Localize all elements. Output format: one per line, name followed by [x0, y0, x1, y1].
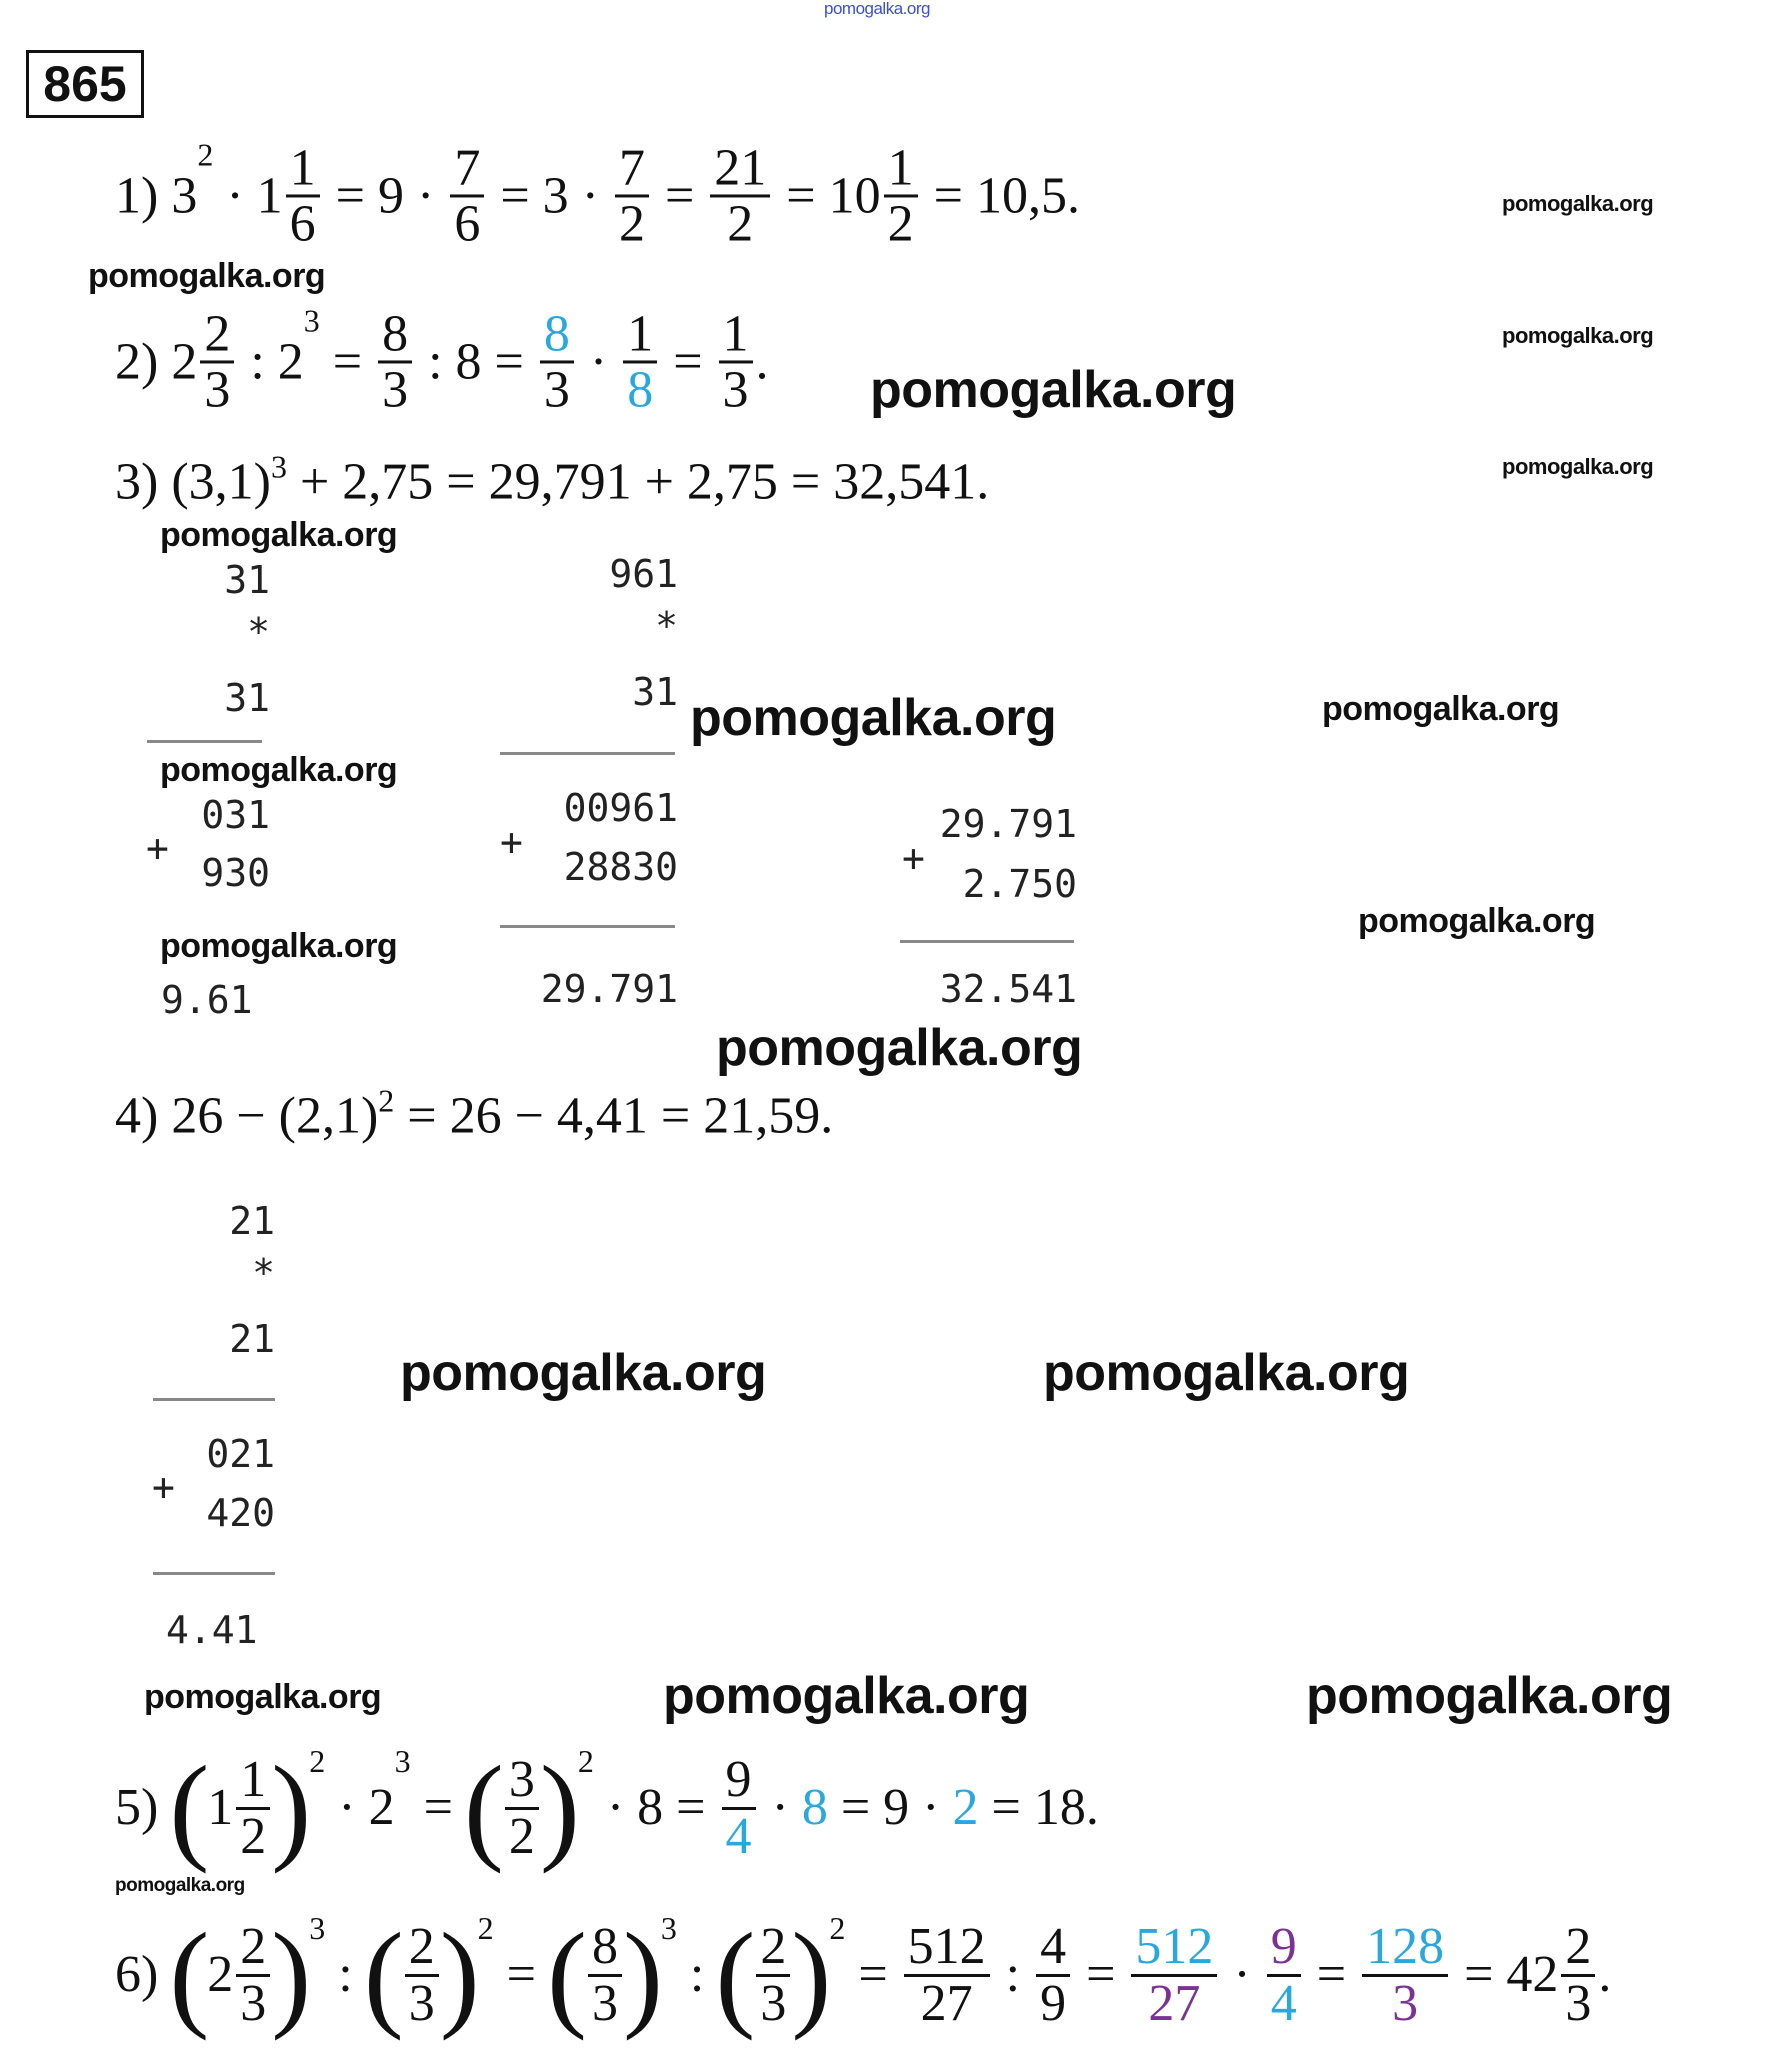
- denominator: 4: [725, 1807, 752, 1865]
- fraction: [623, 305, 657, 419]
- denominator: 27: [920, 1974, 973, 2032]
- fraction: [719, 305, 753, 419]
- denominator: 3: [722, 361, 749, 419]
- watermark: pomogalka.org: [400, 1344, 767, 1402]
- left-paren: (: [169, 1741, 210, 1874]
- numerator: 1: [722, 305, 749, 363]
- column-multiplier: 31: [224, 676, 270, 720]
- column-rule: [900, 940, 1074, 943]
- math-text: =: [845, 1946, 901, 2004]
- right-paren: ): [271, 1908, 312, 2041]
- math-text: · 1: [213, 167, 283, 225]
- numerator: 2: [760, 1918, 787, 1976]
- math-text: : 8 =: [415, 333, 537, 391]
- column-partial: 021: [206, 1432, 275, 1476]
- math-text: =: [410, 1779, 466, 1837]
- column-operator: *: [247, 610, 270, 654]
- math-text: 8: [801, 1779, 828, 1837]
- math-text: = 10,5.: [920, 167, 1080, 225]
- fraction: [286, 139, 320, 253]
- math-text: = 42: [1451, 1946, 1559, 2004]
- denominator: 3: [382, 361, 409, 419]
- parenthesized-group: [715, 1908, 846, 2041]
- fraction: [1561, 1918, 1595, 2032]
- watermark: pomogalka.org: [144, 1678, 382, 1716]
- column-operator: *: [252, 1251, 275, 1295]
- right-paren: ): [539, 1741, 580, 1874]
- numerator: 2: [1565, 1918, 1592, 1976]
- math-text: = 9 ·: [322, 167, 448, 225]
- math-text: ·: [758, 1779, 802, 1837]
- exponent: 2: [378, 1082, 395, 1119]
- fraction: [588, 1918, 622, 2032]
- fraction: [1131, 1918, 1217, 2032]
- column-rule: [153, 1398, 275, 1401]
- math-text: 1) 3: [115, 167, 198, 225]
- fraction: [710, 139, 770, 253]
- denominator: 2: [727, 195, 754, 253]
- math-text: · 8 =: [593, 1779, 719, 1837]
- math-text: 6): [115, 1946, 172, 2004]
- math-text: .: [1598, 1946, 1612, 2004]
- math-text: 1: [207, 1779, 234, 1837]
- watermark: pomogalka.org: [115, 1875, 245, 1896]
- denominator: 3: [204, 361, 231, 419]
- math-text: :: [992, 1946, 1034, 2004]
- math-text: = 3 ·: [487, 167, 612, 225]
- parenthesized-group: [169, 1741, 326, 1874]
- column-rule: [153, 1572, 275, 1575]
- problem-number: 865: [26, 50, 144, 118]
- column-addend: 29.791: [939, 802, 1077, 846]
- watermark: pomogalka.org: [1322, 690, 1560, 728]
- math-text: =: [319, 333, 376, 391]
- math-text: = 9 ·: [827, 1779, 953, 1837]
- math-text: =: [1303, 1946, 1360, 2004]
- watermark: pomogalka.org: [870, 361, 1237, 419]
- denominator: 3: [408, 1974, 435, 2032]
- denominator: 3: [240, 1974, 267, 2032]
- numerator: 1: [289, 139, 316, 197]
- math-text: 2: [952, 1779, 979, 1837]
- column-result: 29.791: [540, 967, 678, 1011]
- column-plus: +: [146, 826, 169, 870]
- column-plus: +: [902, 836, 925, 880]
- watermark: pomogalka.org: [1502, 454, 1654, 479]
- column-result: 9.61: [161, 978, 253, 1022]
- equation-line-1: [115, 136, 1080, 253]
- left-paren: (: [715, 1908, 756, 2041]
- numerator: 21: [714, 139, 767, 197]
- fraction: [236, 1918, 270, 2032]
- numerator: 8: [382, 305, 409, 363]
- numerator: 128: [1366, 1918, 1445, 1976]
- numerator: 2: [204, 305, 231, 363]
- watermark: pomogalka.org: [1502, 323, 1654, 348]
- denominator: 2: [618, 195, 645, 253]
- math-text: =: [651, 167, 708, 225]
- numerator: 1: [240, 1751, 267, 1809]
- exponent: 2: [577, 1743, 594, 1779]
- watermark: pomogalka.org: [716, 1019, 1083, 1077]
- math-text: = 18.: [978, 1779, 1099, 1837]
- right-paren: ): [791, 1908, 832, 2041]
- watermark: pomogalka.org: [690, 689, 1057, 747]
- math-text: 2: [207, 1946, 234, 2004]
- math-text: :: [676, 1946, 718, 2004]
- equation-line-3: [115, 448, 990, 511]
- left-paren: (: [363, 1908, 404, 2041]
- denominator: 3: [591, 1974, 618, 2032]
- watermark: pomogalka.org: [1306, 1667, 1673, 1725]
- exponent: 3: [660, 1910, 677, 1946]
- equation-line-4: [115, 1082, 834, 1145]
- math-text: = 10: [773, 167, 881, 225]
- fraction: [1036, 1918, 1070, 2032]
- denominator: 6: [454, 195, 481, 253]
- watermark: pomogalka.org: [160, 927, 398, 965]
- column-rule: [500, 752, 675, 755]
- watermark: pomogalka.org: [824, 0, 930, 18]
- numerator: 7: [454, 139, 481, 197]
- watermark: pomogalka.org: [663, 1667, 1030, 1725]
- denominator: 2: [508, 1807, 535, 1865]
- math-text: .: [755, 333, 769, 391]
- column-multiplicand: 31: [224, 558, 270, 602]
- column-result: 4.41: [166, 1608, 258, 1652]
- fraction: [1362, 1918, 1448, 2032]
- numerator: 8: [543, 305, 570, 363]
- fraction: [236, 1751, 270, 1865]
- numerator: 7: [618, 139, 645, 197]
- math-text: 5): [115, 1779, 172, 1837]
- parenthesized-group: [546, 1908, 677, 2041]
- math-text: ·: [1220, 1946, 1264, 2004]
- column-rule: [147, 740, 262, 743]
- column-multiplier: 21: [229, 1317, 275, 1361]
- denominator: 2: [240, 1807, 267, 1865]
- watermark: pomogalka.org: [1043, 1344, 1410, 1402]
- right-paren: ): [271, 1741, 312, 1874]
- math-text: 3) (3,1): [115, 453, 271, 511]
- column-multiplicand: 21: [229, 1199, 275, 1243]
- column-addend: 2.750: [962, 862, 1077, 906]
- exponent: 2: [477, 1910, 494, 1946]
- parenthesized-group: [363, 1908, 494, 2041]
- fraction: [505, 1751, 539, 1865]
- fraction: [1267, 1918, 1301, 2032]
- fraction: [405, 1918, 439, 2032]
- math-text: :: [325, 1946, 366, 2004]
- equation-line-2: [115, 302, 769, 419]
- math-text: =: [1073, 1946, 1129, 2004]
- fraction: [378, 305, 412, 419]
- fraction: [722, 1751, 756, 1865]
- column-multiplier: 31: [632, 670, 678, 714]
- column-partial: 420: [206, 1491, 275, 1535]
- math-text: =: [493, 1946, 549, 2004]
- exponent: 3: [270, 448, 287, 485]
- column-partial: 031: [201, 793, 270, 837]
- right-paren: ): [439, 1908, 480, 2041]
- math-text: : 2: [237, 333, 304, 391]
- column-partial: 28830: [563, 845, 678, 889]
- right-paren: ): [622, 1908, 663, 2041]
- parenthesized-group: [463, 1741, 594, 1874]
- denominator: 2: [887, 195, 914, 253]
- column-rule: [500, 925, 675, 928]
- exponent: 3: [303, 302, 320, 339]
- math-text: + 2,75 = 29,791 + 2,75 = 32,541.: [286, 453, 990, 511]
- numerator: 4: [1040, 1918, 1067, 1976]
- column-operator: *: [655, 604, 678, 648]
- exponent: 2: [309, 1743, 326, 1779]
- denominator: 3: [1392, 1974, 1419, 2032]
- watermark: pomogalka.org: [160, 516, 398, 554]
- numerator: 512: [1135, 1918, 1214, 1976]
- numerator: 8: [591, 1918, 618, 1976]
- column-partial: 00961: [563, 786, 678, 830]
- numerator: 9: [725, 1751, 752, 1809]
- left-paren: (: [463, 1741, 504, 1874]
- exponent: 2: [197, 136, 214, 173]
- denominator: 6: [289, 195, 316, 253]
- fraction: [884, 139, 918, 253]
- column-plus: +: [152, 1465, 175, 1509]
- denominator: 8: [627, 361, 654, 419]
- denominator: 3: [1565, 1974, 1592, 2032]
- numerator: 512: [907, 1918, 986, 1976]
- math-text: · 2: [325, 1779, 395, 1837]
- watermark: pomogalka.org: [160, 751, 398, 789]
- exponent: 2: [829, 1910, 846, 1946]
- column-plus: +: [500, 820, 523, 864]
- column-result: 32.541: [939, 967, 1077, 1011]
- watermark: pomogalka.org: [1358, 902, 1596, 940]
- equation-line-5: [115, 1741, 1099, 1874]
- math-text: 2) 2: [115, 333, 198, 391]
- parenthesized-group: [169, 1908, 326, 2041]
- denominator: 4: [1270, 1974, 1297, 2032]
- left-paren: (: [169, 1908, 210, 2041]
- denominator: 3: [760, 1974, 787, 2032]
- numerator: 3: [508, 1751, 535, 1809]
- math-text: =: [660, 333, 716, 391]
- fraction: [200, 305, 234, 419]
- fraction: [450, 139, 484, 253]
- column-partial: 930: [201, 851, 270, 895]
- numerator: 2: [408, 1918, 435, 1976]
- numerator: 9: [1270, 1918, 1297, 1976]
- math-text: 4) 26 − (2,1): [115, 1087, 379, 1145]
- numerator: 2: [240, 1918, 267, 1976]
- denominator: 9: [1040, 1974, 1067, 2032]
- math-text: = 26 − 4,41 = 21,59.: [394, 1087, 834, 1145]
- exponent: 3: [394, 1743, 411, 1779]
- denominator: 27: [1148, 1974, 1201, 2032]
- fraction: [756, 1918, 790, 2032]
- left-paren: (: [546, 1908, 587, 2041]
- numerator: 1: [887, 139, 914, 197]
- math-text: ·: [576, 333, 621, 391]
- numerator: 1: [627, 305, 654, 363]
- denominator: 3: [543, 361, 570, 419]
- fraction: [904, 1918, 990, 2032]
- watermark: pomogalka.org: [88, 257, 326, 295]
- watermark: pomogalka.org: [1502, 191, 1654, 216]
- column-multiplicand: 961: [609, 552, 678, 596]
- equation-line-6: [115, 1908, 1612, 2041]
- fraction: [615, 139, 649, 253]
- fraction: [540, 305, 574, 419]
- exponent: 3: [309, 1910, 326, 1946]
